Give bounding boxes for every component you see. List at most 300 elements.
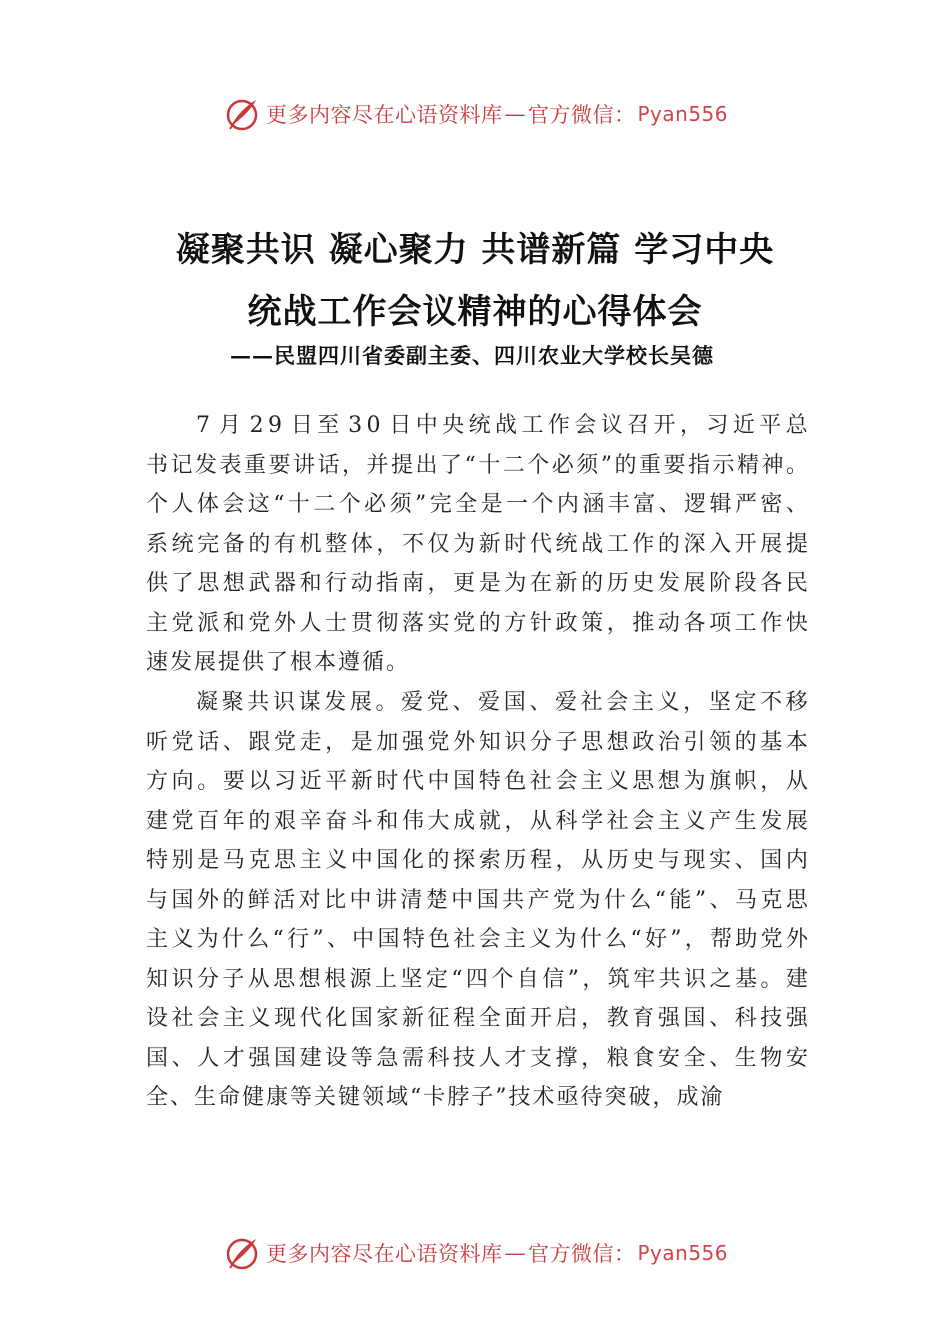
- glyph: 社: [580, 690, 603, 715]
- glyph: 中: [350, 848, 373, 873]
- glyph: 历: [504, 848, 527, 873]
- glyph: 习: [273, 769, 296, 794]
- paragraph-line: [146, 564, 808, 604]
- title-line-1: 凝聚共识 凝心聚力 共谱新篇 学习中央: [175, 230, 775, 270]
- glyph: 项: [709, 610, 732, 636]
- glyph: 统: [555, 531, 578, 557]
- glyph: 国: [476, 887, 499, 913]
- glyph: ，: [427, 571, 450, 596]
- glyph: 的: [614, 452, 637, 478]
- paragraph-line: 全、生命健康等关键领域“卡脖子”技术亟待突破，成渝: [146, 1085, 725, 1110]
- glyph: 、: [734, 848, 757, 873]
- glyph: 丰: [607, 492, 630, 517]
- glyph: 完: [197, 531, 220, 557]
- glyph: 伟: [401, 808, 424, 834]
- glyph: 特: [478, 769, 501, 794]
- glyph: 义: [606, 769, 629, 794]
- glyph: 牢: [633, 966, 656, 992]
- glyph: 动: [350, 571, 373, 596]
- glyph: 史: [632, 848, 655, 873]
- banner-text: 更多内容尽在心语资料库: [265, 1242, 503, 1266]
- glyph: 谋: [298, 690, 321, 715]
- glyph: 内: [785, 848, 808, 873]
- glyph: 现: [273, 1006, 296, 1031]
- glyph: ，: [376, 531, 399, 557]
- glyph: 话: [197, 729, 220, 755]
- glyph: 子: [555, 729, 578, 755]
- glyph: 物: [760, 1045, 783, 1071]
- glyph: 从: [529, 808, 552, 834]
- glyph: 为: [578, 887, 601, 913]
- glyph: 国: [683, 1006, 706, 1031]
- glyph: 须: [389, 492, 412, 517]
- glyph: 生: [734, 808, 757, 834]
- glyph: 别: [171, 848, 194, 873]
- glyph: 党: [760, 927, 783, 952]
- glyph: 行: [325, 571, 348, 596]
- glyph: “: [654, 887, 666, 913]
- glyph: 从: [247, 966, 270, 992]
- glyph: 、: [452, 690, 475, 715]
- glyph: 走: [299, 729, 322, 755]
- glyph: 0: [366, 413, 381, 438]
- glyph: 特: [146, 848, 169, 873]
- glyph: 是: [350, 729, 373, 755]
- glyph: 之: [709, 966, 732, 992]
- glyph: 作: [632, 531, 655, 557]
- glyph: 时: [376, 769, 399, 794]
- glyph: 彻: [376, 610, 399, 636]
- glyph: 的: [248, 808, 271, 834]
- glyph: 开: [653, 413, 676, 438]
- glyph: 仅: [427, 531, 450, 557]
- glyph: 特: [402, 927, 425, 952]
- glyph: 历: [606, 848, 629, 873]
- glyph: 治: [657, 729, 680, 755]
- glyph: 马: [734, 887, 757, 913]
- glyph: 的: [427, 848, 450, 873]
- glyph: 央: [442, 413, 465, 438]
- glyph: 话: [317, 452, 340, 478]
- glyph: 。: [760, 966, 783, 992]
- glyph: 全: [683, 1045, 706, 1071]
- glyph: 分: [529, 729, 552, 755]
- glyph: 完: [429, 492, 452, 517]
- glyph: 有: [273, 531, 296, 557]
- glyph: 根: [324, 966, 347, 992]
- glyph: 克: [248, 848, 271, 873]
- glyph: 是: [480, 492, 503, 517]
- paragraph-line: [146, 406, 808, 446]
- glyph: 成: [453, 808, 476, 834]
- glyph: 主: [146, 610, 169, 636]
- glyph: 段: [734, 571, 757, 596]
- glyph: 基: [734, 966, 757, 992]
- glyph: 各: [760, 571, 783, 596]
- glyph: 记: [170, 452, 193, 478]
- glyph: 征: [427, 1006, 450, 1031]
- glyph: 方: [146, 769, 169, 794]
- title-line-2: 统战工作会议精神的心得体会: [247, 292, 703, 332]
- glyph: 识: [504, 729, 527, 755]
- glyph: 粮: [606, 1045, 629, 1071]
- glyph: 凝: [196, 690, 219, 715]
- glyph: 百: [197, 808, 220, 834]
- quill-logo-icon: [222, 94, 262, 134]
- glyph: 育: [632, 1006, 655, 1031]
- glyph: 了: [171, 571, 194, 596]
- glyph: 听: [146, 729, 169, 755]
- glyph: 爱: [554, 690, 577, 715]
- glyph: 二: [502, 452, 525, 478]
- glyph: 程: [529, 848, 552, 873]
- glyph: 筑: [607, 966, 630, 992]
- glyph: 行: [287, 927, 310, 952]
- glyph: 国: [146, 1045, 169, 1071]
- glyph: 十: [287, 492, 310, 517]
- glyph: 马: [222, 848, 245, 873]
- glyph: 指: [376, 571, 399, 596]
- glyph: 和: [299, 571, 322, 596]
- glyph: 国: [273, 1045, 296, 1071]
- glyph: “: [273, 492, 285, 517]
- paragraph-2: [146, 683, 808, 1118]
- glyph: 四: [465, 966, 488, 992]
- glyph: 支: [529, 1045, 552, 1071]
- glyph: 思: [581, 729, 604, 755]
- glyph: 社: [171, 1006, 194, 1031]
- glyph: 信: [542, 966, 565, 992]
- glyph: 坚: [708, 690, 731, 715]
- glyph: 发: [657, 571, 680, 596]
- glyph: 策: [581, 610, 604, 636]
- glyph: 了: [440, 452, 463, 478]
- glyph: 的: [657, 531, 680, 557]
- glyph: 为: [453, 531, 476, 557]
- glyph: 提: [785, 531, 808, 557]
- glyph: 实: [427, 610, 450, 636]
- glyph: 才: [504, 1045, 527, 1071]
- paragraph-line: [146, 1039, 808, 1079]
- glyph: 国: [376, 848, 399, 873]
- glyph: 跟: [248, 729, 271, 755]
- glyph: 程: [453, 1006, 476, 1031]
- glyph: ，: [342, 452, 365, 478]
- glyph: 帜: [734, 769, 757, 794]
- glyph: 化: [401, 848, 424, 873]
- glyph: 、: [658, 492, 681, 517]
- glyph: 各: [683, 610, 706, 636]
- glyph: 月: [218, 413, 241, 438]
- glyph: 。: [375, 690, 398, 715]
- glyph: 阶: [709, 571, 732, 596]
- glyph: 艰: [273, 808, 296, 834]
- glyph: 现: [683, 848, 706, 873]
- glyph: 安: [657, 1045, 680, 1071]
- glyph: 识: [171, 966, 194, 992]
- glyph: 社: [453, 927, 476, 952]
- glyph: 全: [455, 492, 478, 517]
- glyph: 、: [222, 729, 245, 755]
- banner-text: 更多内容尽在心语资料库: [265, 103, 503, 127]
- glyph: 逻: [684, 492, 707, 517]
- glyph: 急: [376, 1045, 399, 1071]
- glyph: 安: [785, 1045, 808, 1071]
- glyph: 教: [606, 1006, 629, 1031]
- glyph: 提: [391, 452, 414, 478]
- glyph: 示: [712, 452, 735, 478]
- glyph: 国: [503, 690, 526, 715]
- glyph: 党: [171, 808, 194, 834]
- glyph: 是: [197, 848, 220, 873]
- glyph: 个: [491, 966, 514, 992]
- header-watermark-banner: [0, 92, 950, 136]
- glyph: 中: [427, 769, 450, 794]
- glyph: ，: [504, 808, 527, 834]
- glyph: 以: [248, 769, 271, 794]
- glyph: 新: [350, 769, 373, 794]
- subtitle-author: ——民盟四川省委副主委、四川农业大学校长吴德: [230, 343, 714, 368]
- glyph: 主: [146, 927, 169, 952]
- glyph: 才: [222, 1045, 245, 1071]
- glyph: 和: [376, 808, 399, 834]
- glyph: 神: [761, 452, 784, 478]
- glyph: 展: [349, 690, 372, 715]
- glyph: “: [451, 966, 463, 992]
- glyph: 政: [632, 729, 655, 755]
- glyph: 会: [555, 769, 578, 794]
- glyph: 作: [760, 610, 783, 636]
- banner-wechat-label: 官方微信：: [527, 1242, 636, 1266]
- glyph: 食: [632, 1045, 655, 1071]
- glyph: ”: [694, 887, 707, 913]
- glyph: 人: [171, 492, 194, 517]
- glyph: 家: [376, 1006, 399, 1031]
- glyph: 展: [785, 808, 808, 834]
- paragraph-line: [146, 881, 808, 921]
- glyph: 从: [785, 769, 808, 794]
- glyph: 党: [453, 610, 476, 636]
- glyph: 大: [427, 808, 450, 834]
- glyph: 什: [579, 927, 602, 952]
- glyph: 发: [195, 452, 218, 478]
- glyph: 器: [273, 571, 296, 596]
- glyph: 个: [527, 452, 550, 478]
- glyph: 思: [273, 848, 296, 873]
- glyph: 书: [146, 452, 169, 478]
- glyph: 什: [221, 927, 244, 952]
- glyph: 3: [348, 413, 363, 438]
- glyph: 上: [374, 966, 397, 992]
- glyph: 建: [299, 1045, 322, 1071]
- glyph: 外: [453, 729, 476, 755]
- glyph: 分: [196, 966, 219, 992]
- glyph: 代: [401, 769, 424, 794]
- glyph: 对: [298, 887, 321, 913]
- glyph: 统: [171, 531, 194, 557]
- glyph: 爱: [478, 690, 501, 715]
- glyph: 重: [638, 452, 661, 478]
- glyph: 9: [268, 413, 283, 438]
- glyph: 从: [581, 848, 604, 873]
- glyph: 会: [632, 808, 655, 834]
- glyph: 聚: [221, 690, 244, 715]
- glyph: 统: [468, 413, 491, 438]
- glyph: 主: [631, 690, 654, 715]
- glyph: 为: [554, 927, 577, 952]
- glyph: ，: [606, 610, 629, 636]
- glyph: 社: [529, 769, 552, 794]
- glyph: 战: [581, 531, 604, 557]
- glyph: ，: [581, 1006, 604, 1031]
- glyph: 什: [603, 887, 626, 913]
- glyph: 会: [574, 413, 597, 438]
- glyph: 么: [605, 927, 628, 952]
- paragraph-line: [146, 446, 808, 486]
- glyph: 人: [197, 1045, 220, 1071]
- glyph: 强: [401, 729, 424, 755]
- glyph: 近: [732, 413, 755, 438]
- glyph: 工: [521, 413, 544, 438]
- glyph: 落: [401, 610, 424, 636]
- banner-dash: —: [504, 102, 526, 126]
- glyph: ，: [325, 729, 348, 755]
- glyph: 系: [146, 531, 169, 557]
- glyph: 鲜: [247, 887, 270, 913]
- glyph: 义: [248, 1006, 271, 1031]
- glyph: 义: [325, 848, 348, 873]
- glyph: 共: [658, 966, 681, 992]
- glyph: 精: [736, 452, 759, 478]
- glyph: 表: [219, 452, 242, 478]
- glyph: 的: [734, 729, 757, 755]
- glyph: 个: [338, 492, 361, 517]
- glyph: 方: [504, 610, 527, 636]
- paragraph-line: [146, 841, 808, 881]
- glyph: 展: [760, 531, 783, 557]
- glyph: 领: [709, 729, 732, 755]
- glyph: 索: [478, 848, 501, 873]
- paragraph-line: [146, 999, 808, 1039]
- glyph: 生: [734, 1045, 757, 1071]
- paragraph-line: [146, 525, 808, 565]
- glyph: 、: [709, 1006, 732, 1031]
- glyph: 社: [606, 808, 629, 834]
- glyph: 子: [222, 966, 245, 992]
- glyph: 与: [146, 887, 169, 913]
- glyph: 国: [453, 769, 476, 794]
- glyph: 针: [529, 610, 552, 636]
- glyph: 撑: [555, 1045, 578, 1071]
- glyph: 中: [349, 887, 372, 913]
- glyph: 时: [504, 531, 527, 557]
- glyph: 7: [196, 413, 210, 438]
- glyph: 总: [785, 413, 808, 438]
- glyph: 富: [633, 492, 656, 517]
- banner-wechat-label: 官方微信：: [527, 103, 636, 127]
- glyph: 共: [247, 690, 270, 715]
- glyph: 识: [684, 966, 707, 992]
- glyph: 活: [273, 887, 296, 913]
- glyph: 十: [478, 452, 501, 478]
- glyph: 共: [502, 887, 525, 913]
- glyph: 源: [349, 966, 372, 992]
- paragraph-line: [146, 604, 808, 644]
- glyph: 坚: [400, 966, 423, 992]
- glyph: ，: [684, 927, 707, 952]
- glyph: 义: [171, 927, 194, 952]
- glyph: 知: [146, 966, 169, 992]
- glyph: 深: [683, 531, 706, 557]
- glyph: 必: [364, 492, 387, 517]
- glyph: 2: [249, 413, 264, 438]
- glyph: 识: [272, 690, 295, 715]
- glyph: 中: [352, 927, 375, 952]
- paragraph-line: [146, 802, 808, 842]
- glyph: 自: [516, 966, 539, 992]
- glyph: 产: [527, 887, 550, 913]
- glyph: 面: [504, 1006, 527, 1031]
- glyph: ，: [679, 413, 702, 438]
- glyph: 义: [657, 690, 680, 715]
- glyph: 外: [273, 610, 296, 636]
- glyph: 、: [326, 927, 349, 952]
- glyph: 科: [734, 1006, 757, 1031]
- glyph: 为: [504, 571, 527, 596]
- paragraph-line: [146, 762, 808, 802]
- glyph: 党: [426, 690, 449, 715]
- glyph: 想: [657, 769, 680, 794]
- glyph: 本: [785, 729, 808, 755]
- glyph: 奋: [325, 808, 348, 834]
- glyph: 想: [222, 571, 245, 596]
- glyph: 平: [325, 769, 348, 794]
- glyph: 开: [529, 1006, 552, 1031]
- glyph: 强: [248, 1045, 271, 1071]
- glyph: 民: [785, 571, 808, 596]
- glyph: 讲: [293, 452, 316, 478]
- glyph: 习: [706, 413, 729, 438]
- glyph: 平: [759, 413, 782, 438]
- glyph: 展: [683, 571, 706, 596]
- glyph: 建: [785, 966, 808, 992]
- glyph: 人: [478, 1045, 501, 1071]
- glyph: ”: [600, 452, 612, 478]
- glyph: 召: [627, 413, 650, 438]
- glyph: 史: [632, 571, 655, 596]
- glyph: 思: [197, 571, 220, 596]
- glyph: 好: [644, 927, 667, 952]
- glyph: 实: [709, 848, 732, 873]
- glyph: 重: [244, 452, 267, 478]
- glyph: 清: [400, 887, 423, 913]
- glyph: 动: [657, 610, 680, 636]
- quill-logo-icon: [222, 1233, 262, 1273]
- glyph: 是: [478, 571, 501, 596]
- glyph: 政: [555, 610, 578, 636]
- glyph: 等: [350, 1045, 373, 1071]
- glyph: 强: [785, 1006, 808, 1031]
- glyph: 至: [317, 413, 340, 438]
- glyph: 主: [222, 1006, 245, 1031]
- glyph: 日: [290, 413, 313, 438]
- banner-dash: —: [504, 1241, 526, 1265]
- glyph: 供: [146, 571, 169, 596]
- glyph: 强: [657, 1006, 680, 1031]
- glyph: 移: [785, 690, 808, 715]
- glyph: 日: [389, 413, 412, 438]
- glyph: 年: [222, 808, 245, 834]
